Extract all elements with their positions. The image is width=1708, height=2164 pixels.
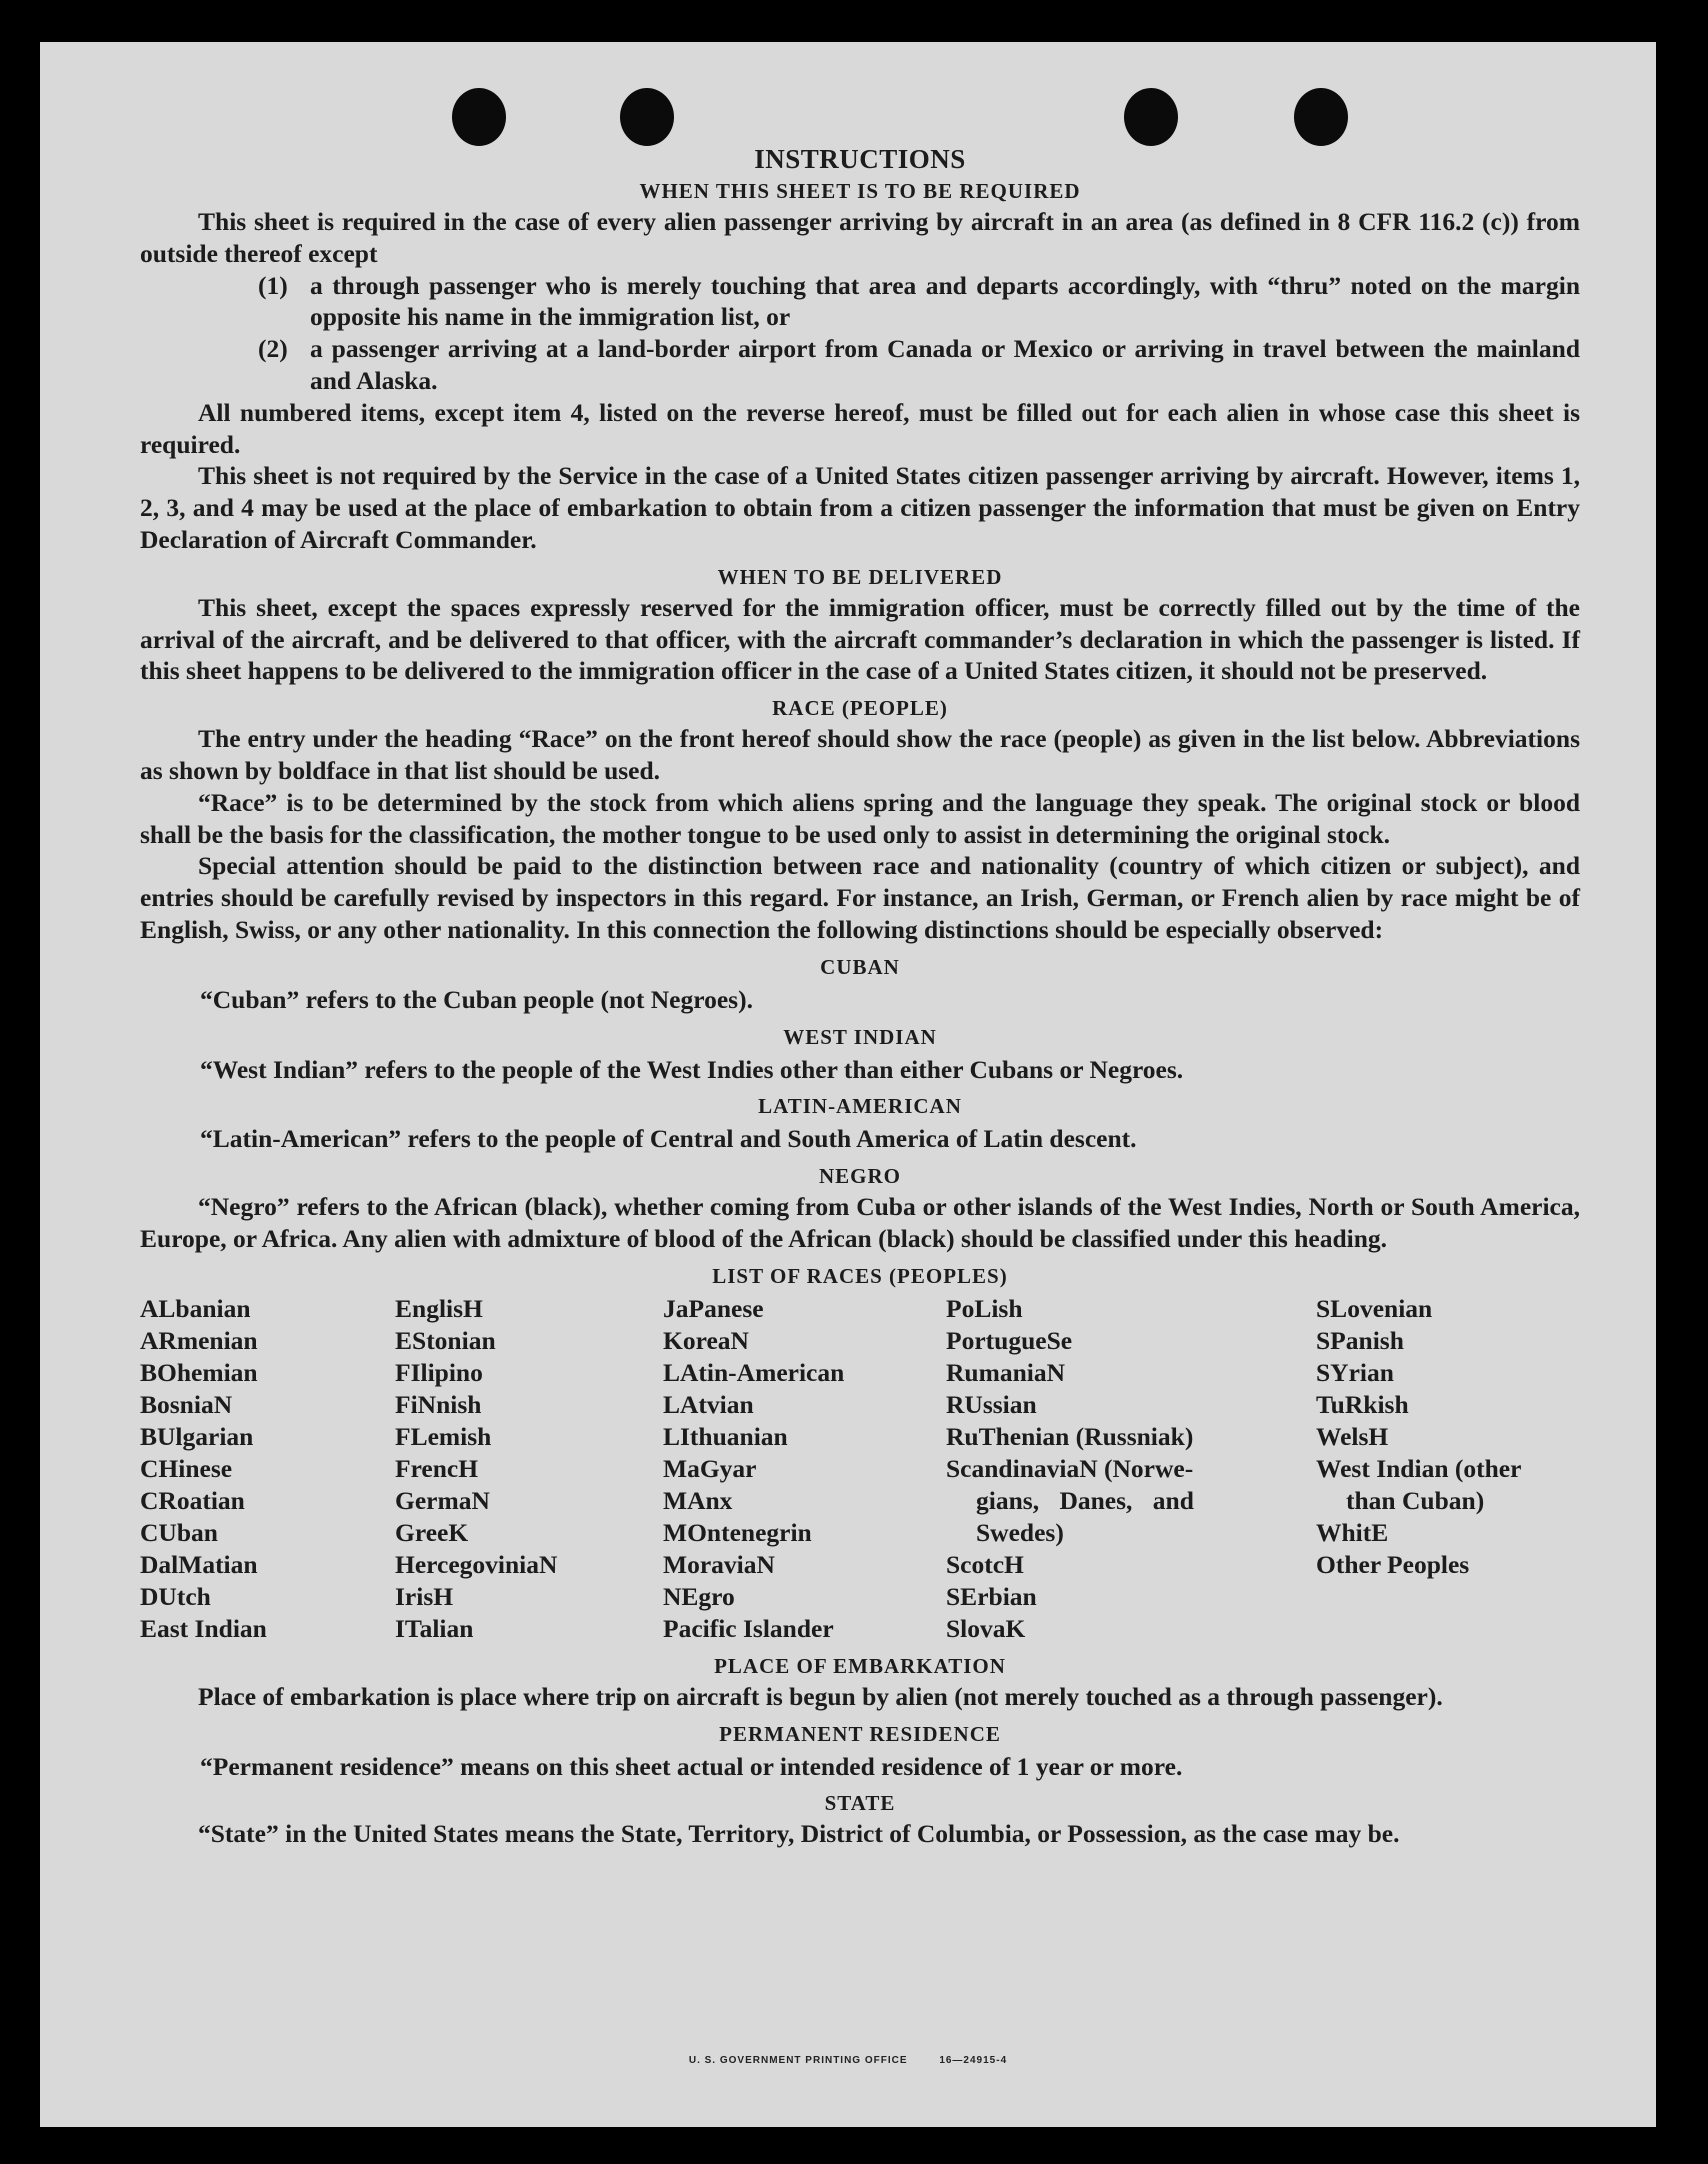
list-item <box>140 270 1580 334</box>
section-heading-cuban: CUBAN <box>820 954 900 979</box>
race-item: West Indian (other <box>1316 1453 1522 1483</box>
item-text: a passenger arriving at a land-border airport from Canada or Mexico or arriving in travel between the mainland and Alaska. <box>310 334 1580 395</box>
section-heading-state: STATE <box>824 1791 896 1816</box>
paragraph: “Race” is to be determined by the stock from which aliens spring and the language they speak. The original stock or blood shall be the basis for the classification, the mother tongue to be used only to assist in determining the original stock. <box>140 787 1580 849</box>
race-item: SLovenian <box>1316 1293 1433 1323</box>
race-item: RuThenian (Russniak) <box>946 1421 1194 1451</box>
punch-hole <box>620 88 674 146</box>
definition-cuban: “Cuban” refers to the Cuban people (not Negroes). <box>200 984 753 1014</box>
race-item: MAnx <box>663 1485 733 1515</box>
definition-latin-american: “Latin-American” refers to the people of Central and South America of Latin descent. <box>200 1124 1137 1154</box>
punch-hole <box>1124 88 1178 146</box>
punch-hole <box>452 88 506 146</box>
paragraph: All numbered items, except item 4, listed on the reverse hereof, must be filled out for each alien in whose case this sheet is required. <box>140 397 1580 459</box>
race-item: FrencH <box>395 1453 479 1483</box>
race-item: ITalian <box>395 1613 474 1643</box>
paragraph: Special attention should be paid to the distinction between race and nationality (country of which citizen or subject), and entries should be carefully revised by inspectors in this regard. For instance, an Irish, German, or French alien by race might be of English, Swiss, or any other nationality. In this connection the following distinctions should be especially observed: <box>140 851 1580 944</box>
race-item: FLemish <box>395 1421 492 1451</box>
race-item-continuation: than Cuban) <box>1346 1485 1485 1515</box>
race-item: IrisH <box>395 1581 454 1611</box>
race-item: WhitE <box>1316 1517 1389 1547</box>
paragraph: Place of embarkation is place where trip on aircraft is begun by alien (not merely touched as a through passenger). <box>198 1681 1443 1711</box>
definition-west-indian: “West Indian” refers to the people of the West Indies other than either Cubans or Negroes. <box>200 1054 1184 1084</box>
section-heading-residence: PERMANENT RESIDENCE <box>719 1721 1001 1746</box>
race-item: WelsH <box>1316 1421 1389 1451</box>
race-item: SYrian <box>1316 1357 1394 1387</box>
race-item: EStonian <box>395 1325 496 1355</box>
section-heading-embarkation: PLACE OF EMBARKATION <box>714 1653 1006 1678</box>
race-item-continuation: gians, Danes, and <box>976 1485 1194 1515</box>
instructions-body <box>140 142 1580 1850</box>
section-heading-latin-american: LATIN-AMERICAN <box>758 1094 962 1119</box>
paragraph: The entry under the heading “Race” on the front hereof should show the race (people) as given in the list below. Abbreviations as shown by boldface in that list should be used. <box>140 724 1580 785</box>
race-item-continuation: Swedes) <box>976 1517 1064 1547</box>
paragraph: “Permanent residence” means on this sheet actual or intended residence of 1 year or more. <box>200 1751 1183 1781</box>
race-item: FiNnish <box>395 1389 482 1419</box>
section-heading-delivered: WHEN TO BE DELIVERED <box>717 564 1003 589</box>
race-item: LAtin-American <box>663 1357 845 1387</box>
section-heading-west-indian: WEST INDIAN <box>783 1024 937 1049</box>
paragraph: “State” in the United States means the State, Territory, District of Columbia, or Possession, as the case may be. <box>198 1819 1400 1849</box>
race-item: CUban <box>140 1517 218 1547</box>
race-item: DUtch <box>140 1581 211 1611</box>
race-item: MoraviaN <box>663 1549 775 1579</box>
race-item: CRoatian <box>140 1485 245 1515</box>
paragraph: This sheet, except the spaces expressly reserved for the immigration officer, must be correctly filled out by the time of the arrival of the aircraft, and be delivered to that officer, with the aircraft commander’s declaration in which the passenger is listed. If this sheet happens to be delivered to the immigration officer in the case of a United States citizen, it should not be preserved. <box>140 592 1580 686</box>
race-item: Pacific Islander <box>663 1613 834 1643</box>
race-item: RUssian <box>946 1389 1037 1419</box>
race-item: DalMatian <box>140 1549 258 1579</box>
race-item: LIthuanian <box>663 1421 788 1451</box>
race-item: LAtvian <box>663 1389 754 1419</box>
race-item: CHinese <box>140 1453 233 1483</box>
section-heading-race: RACE (PEOPLE) <box>772 696 948 721</box>
race-item: RumaniaN <box>946 1357 1066 1387</box>
race-item: KoreaN <box>663 1325 749 1355</box>
race-item: BosniaN <box>140 1389 233 1419</box>
race-item: ScotcH <box>946 1549 1024 1579</box>
races-list <box>140 1293 1580 1645</box>
race-item: ScandinaviaN (Norwe- <box>946 1453 1194 1483</box>
printer-name: U. S. GOVERNMENT PRINTING OFFICE <box>688 2055 908 2066</box>
page-title: INSTRUCTIONS <box>754 144 966 174</box>
race-item: ARmenian <box>140 1325 258 1355</box>
races-column <box>140 1293 395 1645</box>
item-number: (2) <box>258 334 288 364</box>
section-heading-races-list: LIST OF RACES (PEOPLES) <box>712 1263 1008 1288</box>
race-item: GermaN <box>395 1485 490 1515</box>
race-item: East Indian <box>140 1613 267 1643</box>
race-item: ALbanian <box>140 1293 251 1323</box>
race-item: MOntenegrin <box>663 1517 812 1547</box>
race-item: BUlgarian <box>140 1421 254 1451</box>
race-item: BOhemian <box>140 1357 258 1387</box>
races-column <box>946 1293 1316 1645</box>
race-item: NEgro <box>663 1581 735 1611</box>
race-item: EnglisH <box>395 1293 483 1323</box>
list-item <box>140 333 1580 397</box>
race-item: SPanish <box>1316 1325 1404 1355</box>
race-item: GreeK <box>395 1517 469 1547</box>
race-item: SErbian <box>946 1581 1037 1611</box>
races-column <box>1316 1293 1580 1645</box>
race-item: PortugueSe <box>946 1325 1073 1355</box>
paragraph: This sheet is not required by the Service in the case of a United States citizen passenger arriving by aircraft. However, items 1, 2, 3, and 4 may be used at the place of embarkation to obtain from a citizen passenger the information that must be given on Entry Declaration of Aircraft Commander. <box>140 461 1580 554</box>
item-number: (1) <box>258 270 288 300</box>
form-code: 16—24915-4 <box>939 2055 1008 2066</box>
definition-negro: “Negro” refers to the African (black), whether coming from Cuba or other islands of the West Indies, North or South America, Europe, or Africa. Any alien with admixture of blood of the African (black) should be classified under this heading. <box>140 1192 1580 1253</box>
section-heading-required: WHEN THIS SHEET IS TO BE REQUIRED <box>639 179 1081 203</box>
race-item: JaPanese <box>663 1293 764 1323</box>
printer-imprint <box>40 2055 1656 2066</box>
race-item: Other Peoples <box>1316 1549 1470 1579</box>
race-item: HercegoviniaN <box>395 1549 558 1579</box>
document-page <box>40 42 1656 2127</box>
race-item: PoLish <box>946 1293 1023 1323</box>
item-text: a through passenger who is merely touching that area and departs accordingly, with “thru” noted on the margin opposite his name in the immigration list, or <box>310 270 1580 332</box>
race-item: FIlipino <box>395 1357 483 1387</box>
punch-hole <box>1294 88 1348 146</box>
paragraph: This sheet is required in the case of every alien passenger arriving by aircraft in an area (as defined in 8 CFR 116.2 (c)) from outside thereof except <box>140 207 1580 268</box>
race-item: TuRkish <box>1316 1389 1409 1419</box>
race-item: MaGyar <box>663 1453 757 1483</box>
races-column <box>663 1293 946 1645</box>
section-heading-negro: NEGRO <box>818 1164 901 1189</box>
race-item: SlovaK <box>946 1613 1026 1643</box>
races-column <box>395 1293 663 1645</box>
